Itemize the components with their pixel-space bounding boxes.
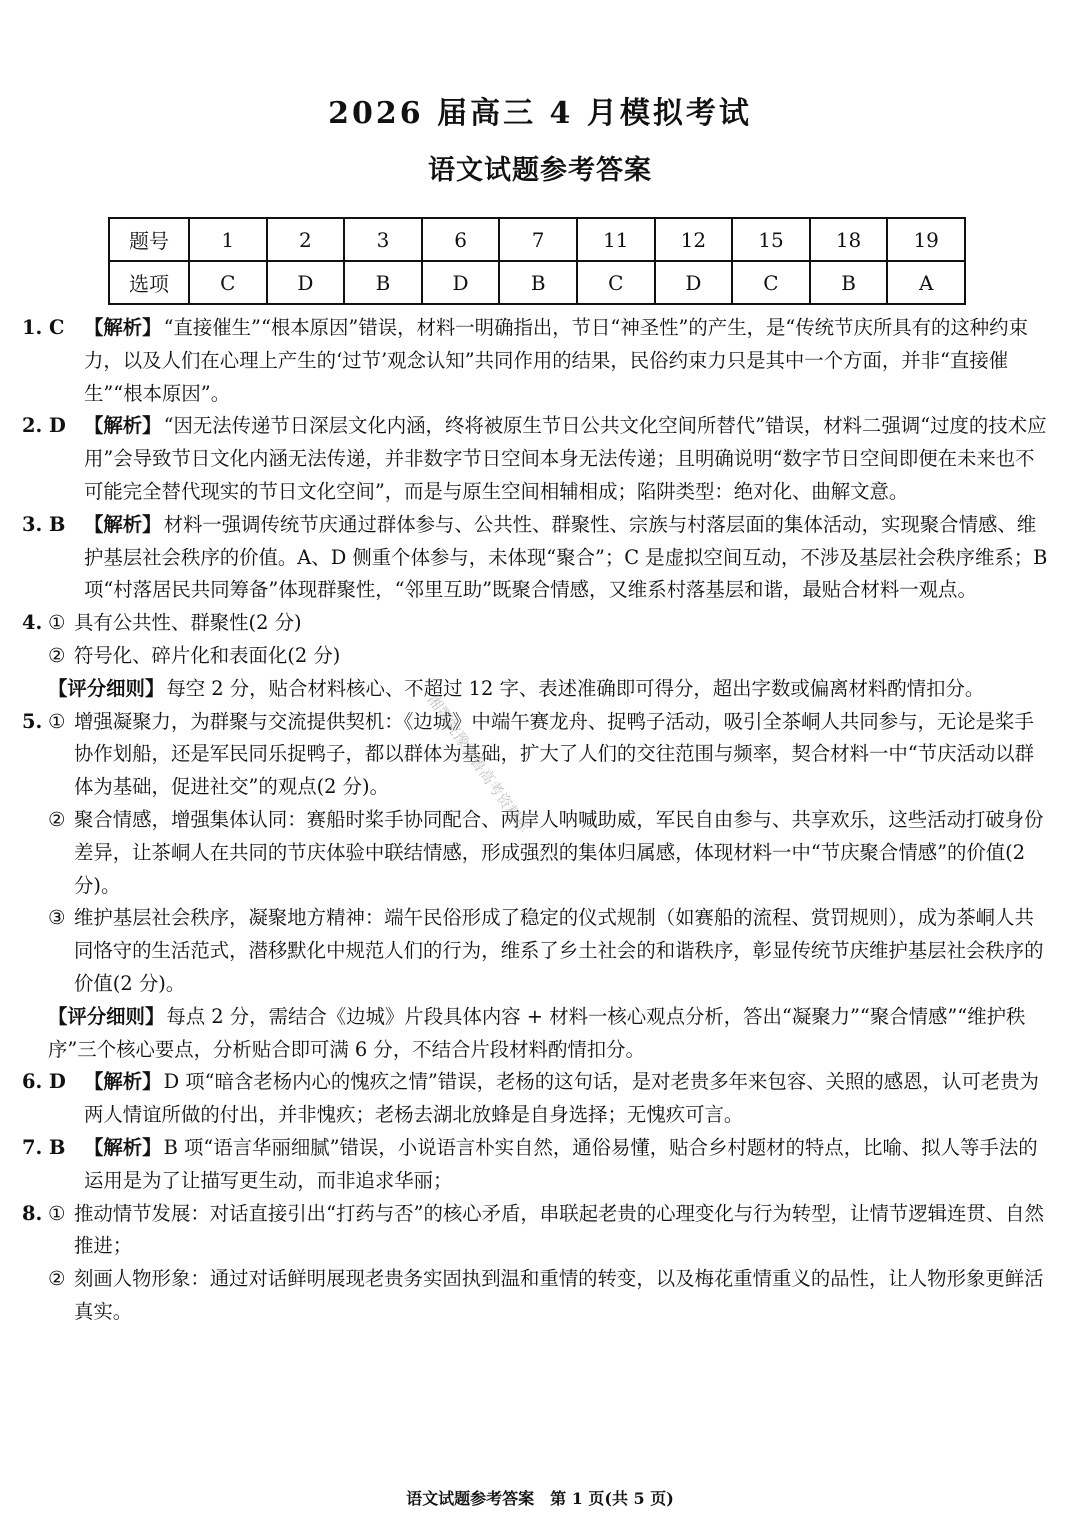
page-footer: 语文试题参考答案 第 1 页(共 5 页): [406, 1489, 674, 1508]
point-text: 符号化、碎片化和表面化(2 分): [74, 643, 341, 667]
analysis-tag: 【解析】: [84, 1135, 162, 1159]
point-text: 刻画人物形象：通过对话鲜明展现老贵务实固执到温和重情的转变，以及梅花重情重义的品性，让人物形象更鲜活真实。: [74, 1267, 1044, 1323]
table-cell-number: 2: [267, 218, 345, 261]
question-number: 4.: [22, 611, 43, 635]
scoring-text: 每空 2 分，贴合材料核心、不超过 12 字、表述准确即可得分，超出字数或偏离材料酌情扣分。: [166, 676, 985, 700]
answer-item-8: [22, 1198, 1052, 1329]
answer-item-1: [22, 312, 1052, 410]
answer-item-4: [22, 607, 1052, 705]
question-number: 3. B: [22, 512, 66, 536]
table-cell-number: 15: [732, 218, 810, 261]
scoring-text: 每点 2 分，需结合《边城》片段具体内容 + 材料一核心观点分析，答出“凝聚力”“聚合情感”“维护秩序”三个核心要点，分析贴合即可满 6 分，不结合片段材料酌情扣分。: [48, 1004, 1026, 1061]
answer-table-number-row: [109, 218, 965, 261]
table-cell-number: 12: [655, 218, 733, 261]
answer-item-5: [22, 706, 1052, 1067]
table-cell-number: 18: [810, 218, 888, 261]
analysis-text: 材料一强调传统节庆通过群体参与、公共性、群聚性、宗族与村落层面的集体活动，实现聚合情感、维护基层社会秩序的价值。A、D 侧重个体参与，未体现“聚合”；C 是虚拟空间互动，不涉及基层社会秩序维系；B 项“村落居民共同筹备”体现群聚性，“邻里互助”既聚合情感，又维系村落基层和谐，最贴合材料一观点。: [84, 512, 1048, 602]
answer-item-7: [22, 1132, 1052, 1198]
table-cell-number: 3: [344, 218, 422, 261]
table-cell-option: B: [810, 261, 888, 304]
analysis-tag: 【解析】: [84, 414, 162, 438]
question-number: 2. D: [22, 414, 66, 438]
answer-table-option-row: [109, 261, 965, 304]
answer-point: [22, 1198, 1052, 1264]
table-cell-option: D: [267, 261, 345, 304]
answer-content: [22, 312, 1052, 1329]
page-title: 2026 届高三 4 月模拟考试: [328, 96, 752, 131]
scoring-note: [48, 673, 1052, 706]
point-marker: ③: [48, 906, 66, 930]
point-marker: ②: [48, 807, 66, 831]
table-cell-number: 7: [499, 218, 577, 261]
analysis-tag: 【解析】: [84, 512, 162, 536]
row-label-option: 选项: [109, 261, 189, 304]
answer-item-3: [22, 509, 1052, 607]
analysis-text: “直接催生”“根本原因”错误，材料一明确指出，节日“神圣性”的产生，是“传统节庆所具有的这种约束力，以及人们在心理上产生的‘过节’观念认知”共同作用的结果，民俗约束力只是其中一个方面，并非“直接催生”“根本原因”。: [84, 316, 1028, 405]
table-cell-number: 19: [887, 218, 965, 261]
table-cell-option: C: [189, 261, 267, 304]
table-cell-option: C: [577, 261, 655, 304]
table-cell-number: 6: [422, 218, 500, 261]
point-marker: ①: [48, 709, 66, 733]
answer-point: [48, 902, 1052, 1000]
analysis-text: B 项“语言华丽细腻”错误，小说语言朴实自然，通俗易懂，贴合乡村题材的特点，比喻、拟人等手法的运用是为了让描写更生动，而非追求华丽；: [84, 1135, 1038, 1192]
table-cell-number: 1: [189, 218, 267, 261]
analysis-text: D 项“暗含老杨内心的愧疚之情”错误，老杨的这句话，是对老贵多年来包容、关照的感恩，认可老贵为两人情谊所做的付出，并非愧疚；老杨去湖北放蜂是自身选择；无愧疚可言。: [84, 1070, 1039, 1127]
answer-item-2: [22, 410, 1052, 508]
table-cell-option: D: [655, 261, 733, 304]
point-text: 聚合情感，增强集体认同：赛船时桨手协同配合、两岸人呐喊助威，军民自由参与、共享欢乐，这些活动打破身份差异，让茶峒人在共同的节庆体验中联结情感，形成强烈的集体归属感，体现材料一中“节庆聚合情感”的价值(2 分)。: [74, 807, 1044, 897]
scoring-tag: 【评分细则】: [48, 1004, 165, 1028]
question-number: 8.: [22, 1201, 43, 1225]
point-text: 维护基层社会秩序，凝聚地方精神：端午民俗形成了稳定的仪式规制（如赛船的流程、赏罚规则），成为茶峒人共同恪守的生活范式，潜移默化中规范人们的行为，维系了乡土社会的和谐秩序，彰显传统节庆维护基层社会秩序的价值(2 分)。: [74, 906, 1044, 995]
scoring-note: [48, 1001, 1052, 1067]
table-cell-option: A: [887, 261, 965, 304]
point-text: 推动情节发展：对话直接引出“打药与否”的核心矛盾，串联起老贵的心理变化与行为转型，让情节逻辑连贯、自然推进；: [74, 1201, 1044, 1258]
point-marker: ②: [48, 643, 66, 667]
answer-point: [48, 640, 1052, 673]
point-text: 具有公共性、群聚性(2 分): [74, 611, 302, 635]
answer-point: [22, 607, 1052, 640]
point-marker: ①: [48, 1201, 66, 1225]
question-number: 7. B: [22, 1135, 66, 1159]
table-cell-option: B: [344, 261, 422, 304]
question-number: 5.: [22, 709, 43, 733]
page-subtitle: 语文试题参考答案: [428, 155, 652, 186]
table-cell-number: 11: [577, 218, 655, 261]
scoring-tag: 【评分细则】: [48, 676, 165, 700]
analysis-text: “因无法传递节日深层文化内涵，终将被原生节日公共文化空间所替代”错误，材料二强调“过度的技术应用”会导致节日文化内涵无法传递，并非数字节日空间本身无法传递；且明确说明“数字节日空间即便在未来也不可能完全替代现实的节日文化空间”，而是与原生空间相辅相成；陷阱类型：绝对化、曲解文意。: [84, 414, 1047, 503]
answer-table: [108, 217, 966, 305]
point-marker: ②: [48, 1267, 66, 1291]
answer-point: [48, 804, 1052, 902]
table-cell-option: B: [499, 261, 577, 304]
table-cell-option: C: [732, 261, 810, 304]
analysis-tag: 【解析】: [84, 1070, 162, 1094]
point-text: 增强凝聚力，为群聚与交流提供契机：《边城》中端午赛龙舟、捉鸭子活动，吸引全茶峒人共同参与，无论是桨手协作划船，还是军民同乐捉鸭子，都以群体为基础，扩大了人们的交往范围与频率，契合材料一中“节庆活动以群体为基础，促进社交”的观点(2 分)。: [74, 709, 1035, 799]
answer-point: [48, 1263, 1052, 1329]
point-marker: ①: [48, 611, 66, 635]
answer-item-6: [22, 1066, 1052, 1132]
answer-point: [22, 706, 1052, 804]
row-label-number: 题号: [109, 218, 189, 261]
question-number: 6. D: [22, 1070, 66, 1094]
question-number: 1. C: [22, 316, 65, 339]
watermark: 湘鄂皖豫冀鲁高考资料库: [423, 691, 534, 837]
table-cell-option: D: [422, 261, 500, 304]
analysis-tag: 【解析】: [84, 316, 162, 339]
